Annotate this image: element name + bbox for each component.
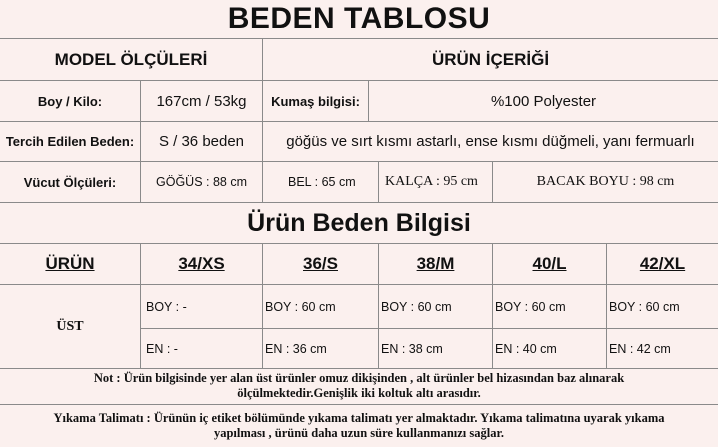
height-weight-label: Boy / Kilo: [37,93,103,109]
height-weight-value: 167cm / 53kg [156,92,247,110]
en-xs: EN : - [146,341,178,356]
product-description: göğüs ve sırt kısmı astarlı, ense kısmı düğmeli, yanı fermuarlı [286,133,695,150]
size-header-l: 40/L [532,254,567,273]
washing-instruction [0,411,718,441]
top-garment-label: ÜST [56,318,84,334]
measurement-note-line1: Not : Ürün bilgisinde yer alan üst ürünler omuz dikişinden , alt ürünler bel hizasından baz alınarak [93,371,625,385]
boy-xl: BOY : 60 cm [609,299,680,314]
fabric-info-label: Kumaş bilgisi: [271,93,360,109]
en-m: EN : 38 cm [381,341,443,356]
size-header-m: 38/M [416,254,455,273]
en-s: EN : 36 cm [265,341,327,356]
boy-m: BOY : 60 cm [381,299,452,314]
size-header-xl: 42/XL [639,254,686,273]
size-header-s: 36/S [303,254,338,273]
measurement-note-line2: ölçülmektedir.Genişlik iki koltuk altı arasıdır. [237,386,481,400]
washing-instruction-line2: yapılması , ürünü daha uzun süre kullanmanızı sağlar. [213,426,505,440]
waist-measurement: BEL : 65 cm [288,175,356,189]
page-title: BEDEN TABLOSU [227,2,491,35]
size-header-xs: 34/XS [178,254,225,273]
preferred-size-value: S / 36 beden [158,133,245,150]
size-info-title: Ürün Beden Bilgisi [247,208,471,237]
boy-l: BOY : 60 cm [495,299,566,314]
measurement-note [0,371,718,401]
hip-measurement: KALÇA : 95 cm [385,174,478,189]
en-l: EN : 40 cm [495,341,557,356]
chest-measurement: GÖĞÜS : 88 cm [156,175,247,189]
body-measurements-label: Vücut Ölçüleri: [23,174,117,190]
leg-length-measurement: BACAK BOYU : 98 cm [536,174,675,189]
product-content-header: ÜRÜN İÇERİĞİ [431,49,550,69]
fabric-info-value: %100 Polyester [490,92,597,110]
boy-xs: BOY : - [146,299,187,314]
boy-s: BOY : 60 cm [265,299,336,314]
washing-instruction-line1: Yıkama Talimatı : Ürünün iç etiket bölümünde yıkama talimatı yer almaktadır. Yıkama talimatına uyarak yıkama [53,411,665,425]
product-column-header: ÜRÜN [45,254,95,273]
en-xl: EN : 42 cm [609,341,671,356]
model-measurements-header: MODEL ÖLÇÜLERİ [54,49,208,69]
preferred-size-label: Tercih Edilen Beden: [5,134,135,149]
